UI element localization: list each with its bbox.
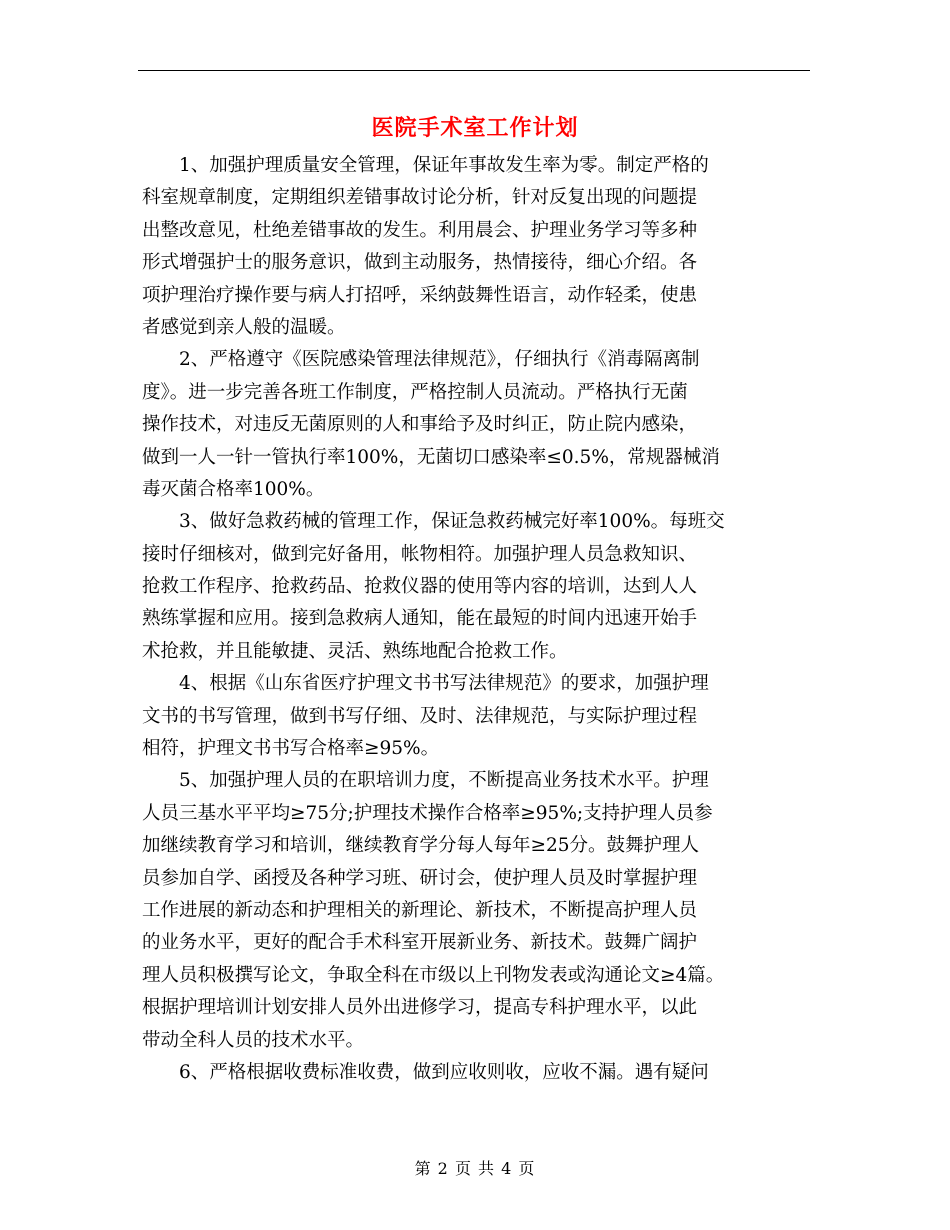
text-line: 带动全科人员的技术水平。 bbox=[142, 1029, 365, 1051]
text-line: 项护理治疗操作要与病人打招呼，采纳鼓舞性语言，动作轻柔，使患 bbox=[142, 284, 698, 306]
text-line: 加继续教育学习和培训，继续教育学分每人每年≥25分。鼓舞护理人 bbox=[142, 835, 700, 857]
text-line: 度》。进一步完善各班工作制度，严格控制人员流动。严格执行无菌 bbox=[142, 381, 688, 403]
text-line: 理人员积极撰写论文，争取全科在市级以上刊物发表或沟通论文≥4篇。 bbox=[142, 964, 725, 986]
paragraph-2 bbox=[142, 344, 826, 506]
paragraph-1 bbox=[142, 150, 826, 344]
paragraph-5 bbox=[142, 765, 826, 1057]
text-line: 1、加强护理质量安全管理，保证年事故发生率为零。制定严格的 bbox=[179, 155, 709, 176]
text-line: 2、严格遵守《医院感染管理法律规范》，仔细执行《消毒隔离制 bbox=[179, 349, 700, 371]
document-body bbox=[142, 150, 826, 1089]
text-line: 操作技术，对违反无菌原则的人和事给予及时纠正，防止院内感染， bbox=[142, 414, 698, 436]
document-title: 医院手术室工作计划 bbox=[371, 115, 579, 141]
text-line: 做到一人一针一管执行率100%，无菌切口感染率≤0.5%，常规器械消 bbox=[142, 446, 720, 468]
text-line: 5、加强护理人员的在职培训力度，不断提高业务技术水平。护理 bbox=[179, 770, 709, 792]
header-rule bbox=[138, 70, 810, 71]
text-line: 4、根据《山东省医疗护理文书书写法律规范》的要求，加强护理 bbox=[179, 673, 709, 695]
text-line: 术抢救，并且能敏捷、灵活、熟练地配合抢救工作。 bbox=[142, 640, 568, 662]
text-line: 毒灭菌合格率100%。 bbox=[142, 478, 325, 500]
text-line: 者感觉到亲人般的温暖。 bbox=[142, 316, 346, 338]
text-line: 3、做好急救药械的管理工作，保证急救药械完好率100%。每班交 bbox=[179, 511, 725, 533]
text-line: 人员三基水平平均≥75分;护理技术操作合格率≥95%;支持护理人员参 bbox=[142, 802, 713, 824]
text-line: 出整改意见，杜绝差错事故的发生。利用晨会、护理业务学习等多种 bbox=[142, 219, 698, 241]
paragraph-4 bbox=[142, 668, 826, 765]
text-line: 文书的书写管理，做到书写仔细、及时、法律规范，与实际护理过程 bbox=[142, 705, 698, 727]
text-line: 形式增强护士的服务意识，做到主动服务，热情接待，细心介绍。各 bbox=[142, 252, 698, 274]
page-number-footer: 第 2 页 共 4 页 bbox=[414, 1159, 536, 1178]
text-line: 根据护理培训计划安排人员外出进修学习，提高专科护理水平，以此 bbox=[142, 997, 698, 1019]
text-line: 相符，护理文书书写合格率≥95%。 bbox=[142, 738, 440, 760]
text-line: 的业务水平，更好的配合手术科室开展新业务、新技术。鼓舞广阔护 bbox=[142, 932, 698, 954]
text-line: 员参加自学、函授及各种学习班、研讨会，使护理人员及时掌握护理 bbox=[142, 867, 698, 889]
text-line: 接时仔细核对，做到完好备用，帐物相符。加强护理人员急救知识、 bbox=[142, 543, 698, 565]
paragraph-3 bbox=[142, 506, 826, 668]
text-line: 熟练掌握和应用。接到急救病人通知，能在最短的时间内迅速开始手 bbox=[142, 608, 698, 630]
text-line: 6、严格根据收费标准收费，做到应收则收，应收不漏。遇有疑问 bbox=[179, 1061, 709, 1083]
text-line: 科室规章制度，定期组织差错事故讨论分析，针对反复出现的问题提 bbox=[142, 187, 698, 209]
paragraph-6 bbox=[142, 1057, 826, 1089]
text-line: 抢救工作程序、抢救药品、抢救仪器的使用等内容的培训，达到人人 bbox=[142, 576, 698, 598]
text-line: 工作进展的新动态和护理相关的新理论、新技术，不断提高护理人员 bbox=[142, 899, 698, 921]
